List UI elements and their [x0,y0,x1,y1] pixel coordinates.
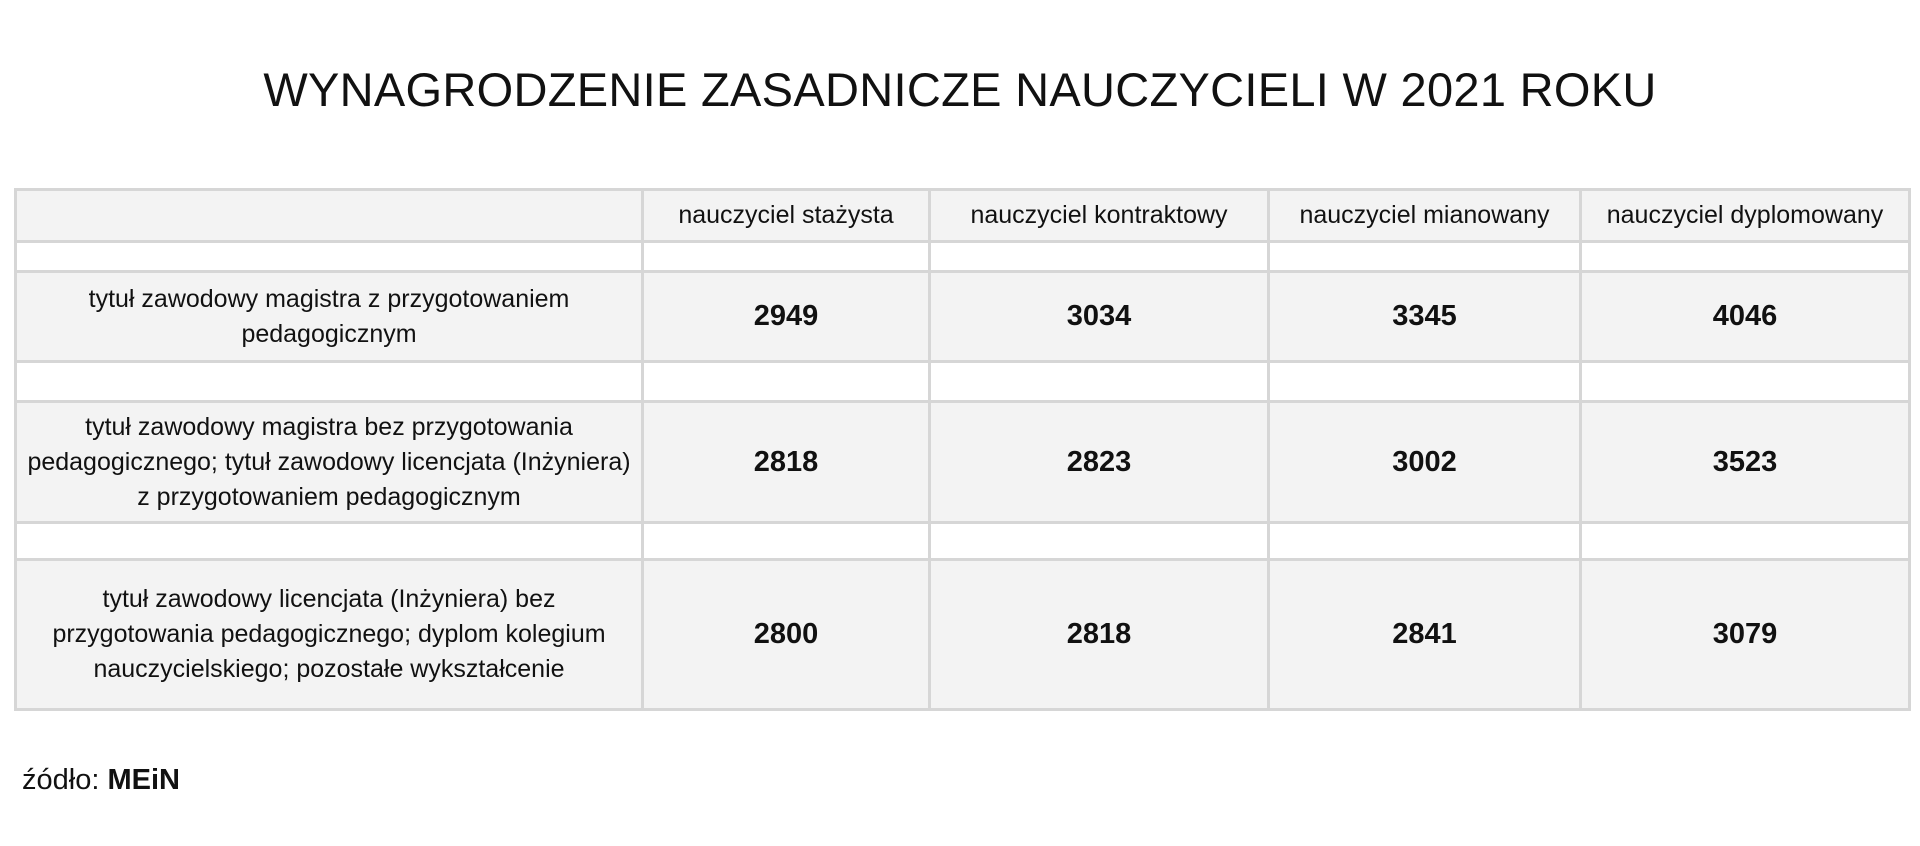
spacer-cell [930,362,1269,402]
value-cell: 3034 [930,272,1269,362]
source-label: źódło: [22,764,100,796]
value-cell: 2800 [643,560,930,710]
spacer-cell [1269,362,1581,402]
row-label: tytuł zawodowy magistra z przygotowaniem pedagogicznym [16,272,643,362]
value-cell: 4046 [1581,272,1910,362]
source-note [22,762,180,798]
column-header: nauczyciel dyplomowany [1581,190,1910,242]
table-row [16,560,1910,710]
value-cell: 2841 [1269,560,1581,710]
chart-title: WYNAGRODZENIE ZASADNICZE NAUCZYCIELI W 2021 ROKU [263,63,1657,116]
spacer-cell [16,242,643,272]
value-cell: 3523 [1581,402,1910,523]
value-cell: 2818 [643,402,930,523]
row-label: tytuł zawodowy licencjata (Inżyniera) bez przygotowania pedagogicznego; dyplom kolegium nauczycielskiego; pozostałe wykształcenie [16,560,643,710]
column-header: nauczyciel stażysta [643,190,930,242]
spacer-cell [1269,523,1581,560]
spacer-cell [643,362,930,402]
header-empty-cell [16,190,643,242]
column-header: nauczyciel kontraktowy [930,190,1269,242]
source-value: MEiN [107,764,180,796]
table-row [16,272,1910,362]
value-cell: 2823 [930,402,1269,523]
table-row [16,402,1910,523]
value-cell: 2818 [930,560,1269,710]
value-cell: 3002 [1269,402,1581,523]
value-cell: 3079 [1581,560,1910,710]
spacer-cell [930,242,1269,272]
spacer-cell [930,523,1269,560]
spacer-cell [1269,242,1581,272]
spacer-cell [1581,362,1910,402]
spacer-row [16,362,1910,402]
spacer-cell [643,523,930,560]
salary-table [14,188,1911,711]
spacer-cell [16,523,643,560]
spacer-cell [1581,523,1910,560]
spacer-cell [643,242,930,272]
table-header-row [16,190,1910,242]
column-header: nauczyciel mianowany [1269,190,1581,242]
row-label: tytuł zawodowy magistra bez przygotowania pedagogicznego; tytuł zawodowy licencjata (Inżyniera) z przygotowaniem pedagogicznym [16,402,643,523]
spacer-cell [16,362,643,402]
value-cell: 2949 [643,272,930,362]
spacer-cell [1581,242,1910,272]
spacer-row [16,242,1910,272]
spacer-row [16,523,1910,560]
value-cell: 3345 [1269,272,1581,362]
